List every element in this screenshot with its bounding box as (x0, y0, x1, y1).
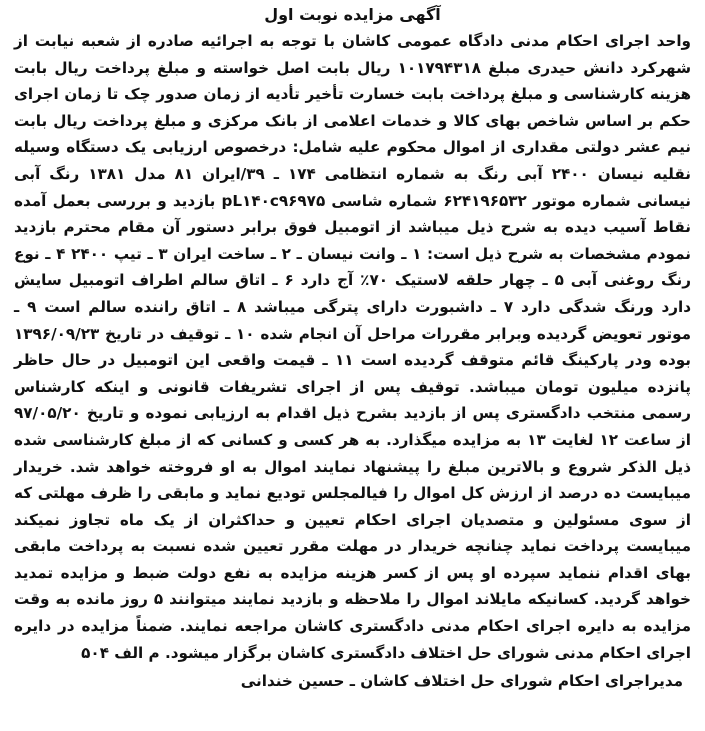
notice-body: واحد اجرای احکام مدنی دادگاه عمومی کاشان با توجه به اجرائیه صادره از شعبه نیابت از شهرکرد دانش حیدری مبلغ ۱۰۱۷۹۴۳۱۸ ریال بابت اصل خواسته و مبلغ پرداخت ریال بابت هزینه کارشناسی و مبلغ پرداخت بابت خسارت تأخیر تأدیه از زمان صدور چک تا زمان اجرای حکم بر اساس شاخص بهای کالا و خدمات اعلامی از بانک مرکزی و مبلغ پرداخت ریال بابت نیم عشر دولتی مقداری از اموال محکوم علیه شامل: درخصوص ارزیابی یک دستگاه وسیله نقلیه نیسان ۲۴۰۰ آبی رنگ به شماره انتظامی ۱۷۴ ـ ۳۹/ایران ۸۱ مدل ۱۳۸۱ رنگ آبی نیسانی شماره موتور ۶۲۴۱۹۶۵۳۲ شماره شاسی pL۱۴۰c۹۶۹۷۵ بازدید و بررسی بعمل آمده نقاط آسیب دیده به شرح ذیل میباشد از اتومبیل فوق برابر دستور آن مقام محترم بازدید نمودم مشخصات به شرح ذیل است: ۱ ـ وانت نیسان ـ ۲ ـ ساخت ایران ۳ ـ تیپ ۲۴۰۰ ۴ ـ نوع رنگ روغنی آبی ۵ ـ چهار حلقه لاستیک ۷۰٪ آج دارد ۶ ـ اتاق سالم اطراف اتومبیل سایش دارد ورنگ شدگی دارد ۷ ـ داشبورت دارای پترگی میباشد ۸ ـ اتاق راننده سالم است ۹ ـ موتور تعویض گردیده وبرابر مقررات مراحل آن انجام شده ۱۰ ـ توقیف در تاریخ ۱۳۹۶/۰۹/۲۳ بوده ودر پارکینگ قائم متوقف گردیده است ۱۱ ـ قیمت واقعی این اتومبیل در حال حاظر پانزده میلیون تومان میباشد. توقیف پس از اجرای تشریفات قانونی و اینکه کارشناس رسمی منتخب دادگستری پس از بازدید بشرح ذیل اقدام به ارزیابی نموده و تاریخ ۹۷/۰۵/۲۰ از ساعت ۱۲ لغایت ۱۳ به مزایده میگذارد. به هر کسی و کسانی که از مبلغ کارشناسی شده ذیل الذکر شروع و بالاترین مبلغ را پیشنهاد نمایند اموال به او فروخته خواهد شد. خریدار میبایست ده درصد از ارزش کل اموال را فیالمجلس تودیع نماید و مابقی را ظرف مهلتی که از سوی مسئولین و متصدیان اجرای احکام تعیین و حداکثران از یک ماه تجاوز نمیکند میبایست پرداخت نماید چنانچه خریدار در مهلت مقرر تعیین شده نسبت به پرداخت مابقی بهای اقدام ننماید سپرده او پس از کسر هزینه مزایده به نفع دولت ضبط و مزایده تمدید خواهد گردید. کسانیکه مایلاند اموال را ملاحظه و بازدید نمایند میتوانند ۵ روز مانده به وقت مزایده به دایره اجرای احکام مدنی دادگستری کاشان مراجعه نمایند. ضمناً مزایده در دایره اجرای احکام مدنی شورای حل اختلاف دادگستری کاشان برگزار میشود. م الف ۵۰۴ (14, 32, 692, 662)
notice-signature: مدیراجرای احکام شورای حل اختلاف کاشان ـ حسین خندانی (240, 672, 683, 691)
notice-title: آگهی مزایده نوبت اول (264, 5, 441, 24)
